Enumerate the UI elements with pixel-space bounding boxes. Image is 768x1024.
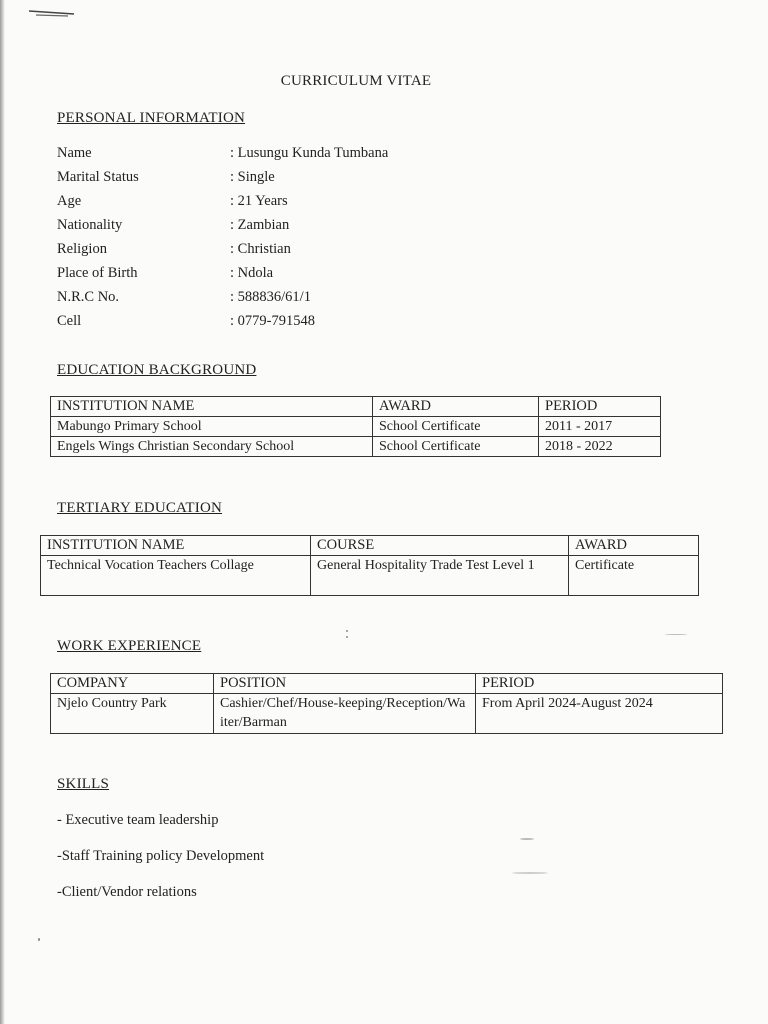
scan-speck [346, 630, 348, 632]
table-header-cell: POSITION [214, 674, 476, 694]
table-cell: Engels Wings Christian Secondary School [51, 437, 373, 457]
skill-item: - Executive team leadership [57, 812, 219, 828]
table-cell: Technical Vocation Teachers Collage [41, 556, 311, 596]
table-cell: From April 2024-August 2024 [476, 694, 723, 734]
table-cell: General Hospitality Trade Test Level 1 [311, 556, 569, 596]
scan-speck [665, 634, 687, 635]
scan-edge-shadow [0, 0, 5, 1024]
education-heading: EDUCATION BACKGROUND [57, 362, 257, 378]
tertiary-table [40, 535, 699, 596]
table-header-row [51, 674, 723, 694]
info-row-nationality: Nationality : Zambian [57, 217, 290, 233]
work-table [50, 673, 723, 734]
info-row-nrc-no: N.R.C No. : 588836/61/1 [57, 289, 311, 305]
tertiary-heading: TERTIARY EDUCATION [57, 500, 223, 516]
info-row-age: Age : 21 Years [57, 193, 288, 209]
table-row [51, 417, 661, 437]
skill-item: -Staff Training policy Development [57, 848, 265, 864]
scan-speck [38, 938, 40, 941]
table-header-cell: COMPANY [51, 674, 214, 694]
personal-info-list [57, 145, 477, 337]
table-header-cell: PERIOD [476, 674, 723, 694]
skills-heading: SKILLS [57, 776, 110, 792]
table-header-cell: AWARD [373, 397, 539, 417]
info-row-marital-status: Marital Status : Single [57, 169, 275, 185]
table-cell: Njelo Country Park [51, 694, 214, 734]
table-header-cell: INSTITUTION NAME [41, 536, 311, 556]
table-header-cell: PERIOD [539, 397, 661, 417]
table-header-cell: COURSE [311, 536, 569, 556]
table-header-row [51, 397, 661, 417]
info-row-religion: Religion : Christian [57, 241, 291, 257]
info-row-place-of-birth: Place of Birth : Ndola [57, 265, 274, 281]
table-row [51, 694, 723, 734]
table-cell: Certificate [569, 556, 699, 596]
table-cell: School Certificate [373, 417, 539, 437]
table-cell: Cashier/Chef/House-keeping/Reception/Waiter/Barman [214, 694, 476, 734]
skill-item: -Client/Vendor relations [57, 884, 197, 900]
scan-speck [512, 872, 548, 874]
personal-info-heading: PERSONAL INFORMATION [57, 110, 246, 126]
scan-speck [520, 838, 534, 840]
info-row-name: Name : Lusungu Kunda Tumbana [57, 145, 389, 161]
table-row [41, 556, 699, 596]
table-cell: School Certificate [373, 437, 539, 457]
table-row [51, 437, 661, 457]
table-cell: Mabungo Primary School [51, 417, 373, 437]
table-header-row [41, 536, 699, 556]
page-title: CURRICULUM VITAE [280, 73, 432, 89]
table-header-cell: AWARD [569, 536, 699, 556]
info-row-cell: Cell : 0779-791548 [57, 313, 315, 329]
table-cell: 2011 - 2017 [539, 417, 661, 437]
work-heading: WORK EXPERIENCE [57, 638, 202, 654]
scan-mark-icon [28, 8, 76, 18]
table-header-cell: INSTITUTION NAME [51, 397, 373, 417]
table-cell: 2018 - 2022 [539, 437, 661, 457]
scan-speck [346, 636, 348, 638]
education-table [50, 396, 661, 457]
